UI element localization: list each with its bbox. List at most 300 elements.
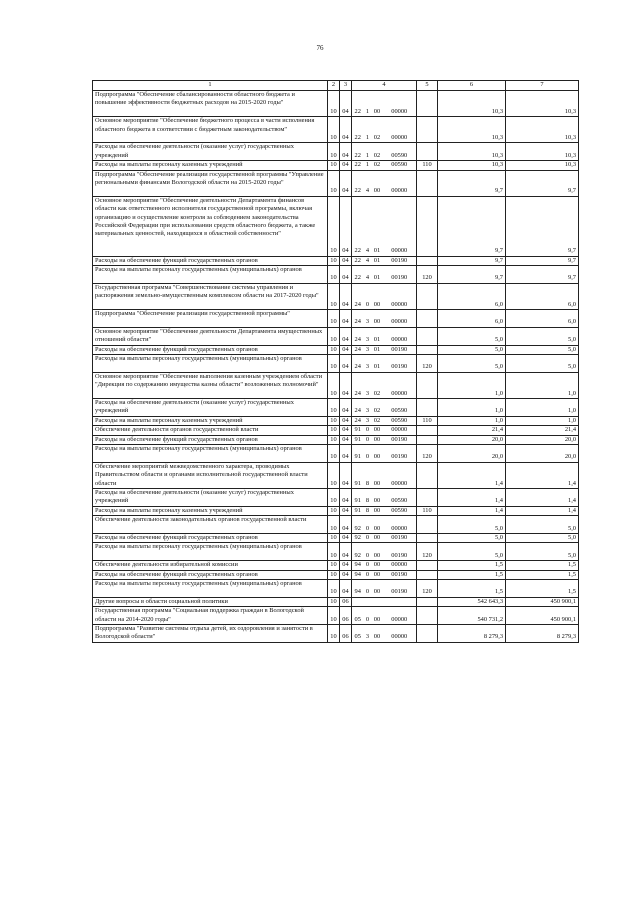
- row-value-cell: 5,0: [506, 534, 579, 543]
- row-value-cell: 120: [417, 354, 438, 372]
- row-value-cell: 0: [364, 543, 372, 561]
- row-value-cell: 00: [372, 506, 383, 515]
- row-value-cell: 00000: [383, 91, 417, 117]
- row-name-cell: Основное мероприятие "Обеспечение деятельности Департамента финансов области как ответственного исполнителя государственной программы, включая организацию и осуществление контроля за соблюдением законодательства Российской Федерации при использовании средств областного бюджета, а также материальных ценностей, находящихся в областной собственности": [93, 196, 328, 256]
- row-value-cell: 00: [372, 561, 383, 570]
- row-name-cell: Основное мероприятие "Обеспечение выполнения казенным учреждением области "Дирекция по содержанию имущества казны области" возложенных полномочий": [93, 372, 328, 398]
- row-name-cell: Другие вопросы в области социальной политики: [93, 597, 328, 606]
- row-value-cell: 5,0: [506, 327, 579, 345]
- row-value-cell: 5,0: [506, 516, 579, 534]
- row-value-cell: 5,0: [438, 516, 506, 534]
- row-value-cell: 3: [364, 372, 372, 398]
- row-name-cell: Подпрограмма "Развитие системы отдыха детей, их оздоровления и занятости в Вологодской области": [93, 625, 328, 643]
- row-value-cell: 04: [340, 416, 352, 425]
- row-value-cell: 22: [352, 265, 364, 283]
- row-value-cell: 10: [328, 372, 340, 398]
- row-value-cell: 01: [372, 196, 383, 256]
- row-value-cell: 9,7: [438, 265, 506, 283]
- row-name-cell: Расходы на выплаты персоналу государственных (муниципальных) органов: [93, 543, 328, 561]
- row-value-cell: 92: [352, 516, 364, 534]
- row-value-cell: 10: [328, 516, 340, 534]
- row-value-cell: 5,0: [506, 354, 579, 372]
- row-value-cell: 1,0: [438, 398, 506, 416]
- table-row: [93, 570, 579, 579]
- table-body: [93, 81, 579, 643]
- row-value-cell: 06: [340, 597, 352, 606]
- row-value-cell: 10: [328, 561, 340, 570]
- row-value-cell: 00: [372, 570, 383, 579]
- row-value-cell: 04: [340, 196, 352, 256]
- budget-table: [92, 80, 579, 643]
- row-value-cell: 04: [340, 117, 352, 143]
- row-value-cell: 00190: [383, 256, 417, 265]
- row-value-cell: 00590: [383, 143, 417, 161]
- row-value-cell: 110: [417, 416, 438, 425]
- table-row: [93, 435, 579, 444]
- row-value-cell: 91: [352, 489, 364, 507]
- table-row: [93, 345, 579, 354]
- row-value-cell: 00190: [383, 435, 417, 444]
- table-row: [93, 516, 579, 534]
- row-value-cell: 04: [340, 143, 352, 161]
- row-value-cell: 1: [364, 91, 372, 117]
- row-value-cell: 120: [417, 265, 438, 283]
- row-value-cell: 00000: [383, 327, 417, 345]
- row-value-cell: [417, 561, 438, 570]
- row-value-cell: 1,4: [506, 489, 579, 507]
- row-value-cell: 00000: [383, 607, 417, 625]
- row-name-cell: Расходы на обеспечение функций государственных органов: [93, 534, 328, 543]
- row-value-cell: 1,4: [438, 489, 506, 507]
- row-value-cell: 0: [364, 534, 372, 543]
- row-value-cell: 04: [340, 462, 352, 488]
- row-name-cell: Расходы на обеспечение деятельности (оказание услуг) государственных учреждений: [93, 398, 328, 416]
- row-value-cell: 9,7: [506, 265, 579, 283]
- table-row: [93, 416, 579, 425]
- row-value-cell: 450 900,1: [506, 607, 579, 625]
- row-value-cell: 24: [352, 345, 364, 354]
- row-value-cell: 22: [352, 170, 364, 196]
- row-value-cell: 00190: [383, 354, 417, 372]
- row-value-cell: [372, 597, 383, 606]
- row-value-cell: 3: [364, 416, 372, 425]
- row-value-cell: [417, 327, 438, 345]
- row-name-cell: Подпрограмма "Обеспечение сбалансированности областного бюджета и повышение эффективности бюджетных расходов на 2015-2020 годы": [93, 91, 328, 117]
- row-name-cell: Расходы на выплаты персоналу государственных (муниципальных) органов: [93, 580, 328, 598]
- header-cell: 3: [340, 81, 352, 91]
- row-value-cell: 00000: [383, 462, 417, 488]
- row-value-cell: 94: [352, 580, 364, 598]
- row-value-cell: 1,5: [438, 570, 506, 579]
- row-value-cell: 10: [328, 506, 340, 515]
- row-value-cell: 10: [328, 265, 340, 283]
- row-value-cell: 04: [340, 543, 352, 561]
- row-value-cell: 00: [372, 534, 383, 543]
- row-value-cell: 04: [340, 445, 352, 463]
- table-row: [93, 597, 579, 606]
- row-value-cell: 1,0: [438, 372, 506, 398]
- row-value-cell: 05: [352, 607, 364, 625]
- row-value-cell: 110: [417, 506, 438, 515]
- table-row: [93, 161, 579, 170]
- page-number: 76: [316, 44, 324, 52]
- row-value-cell: 10: [328, 435, 340, 444]
- row-value-cell: 00590: [383, 489, 417, 507]
- row-value-cell: [417, 597, 438, 606]
- row-value-cell: 0: [364, 426, 372, 435]
- row-name-cell: Обеспечение деятельности избирательной комиссии: [93, 561, 328, 570]
- table-row: [93, 561, 579, 570]
- table-row: [93, 265, 579, 283]
- row-value-cell: 04: [340, 265, 352, 283]
- row-value-cell: 4: [364, 196, 372, 256]
- row-value-cell: 00: [372, 91, 383, 117]
- row-value-cell: 91: [352, 462, 364, 488]
- row-value-cell: 9,7: [506, 196, 579, 256]
- row-name-cell: Расходы на выплаты персоналу казенных учреждений: [93, 506, 328, 515]
- row-value-cell: 10: [328, 543, 340, 561]
- row-value-cell: 10,3: [506, 161, 579, 170]
- row-value-cell: 10: [328, 161, 340, 170]
- row-value-cell: 10,3: [438, 161, 506, 170]
- row-value-cell: 10: [328, 309, 340, 327]
- row-value-cell: 5,0: [438, 345, 506, 354]
- header-row: [93, 81, 579, 91]
- row-value-cell: 92: [352, 543, 364, 561]
- row-value-cell: 1,0: [506, 372, 579, 398]
- row-value-cell: 8: [364, 462, 372, 488]
- row-value-cell: 04: [340, 170, 352, 196]
- row-name-cell: Расходы на выплаты персоналу казенных учреждений: [93, 161, 328, 170]
- row-name-cell: Обеспечение деятельности органов государственной власти: [93, 426, 328, 435]
- row-value-cell: 8: [364, 506, 372, 515]
- row-name-cell: Расходы на обеспечение деятельности (оказание услуг) государственных учреждений: [93, 143, 328, 161]
- row-value-cell: 4: [364, 265, 372, 283]
- row-value-cell: 00000: [383, 516, 417, 534]
- row-name-cell: Государственная программа "Социальная поддержка граждан в Вологодской области на 2014-2020 годы": [93, 607, 328, 625]
- row-value-cell: 0: [364, 570, 372, 579]
- row-value-cell: 06: [340, 607, 352, 625]
- row-name-cell: Расходы на обеспечение функций государственных органов: [93, 570, 328, 579]
- row-name-cell: Расходы на выплаты персоналу государственных (муниципальных) органов: [93, 265, 328, 283]
- row-value-cell: [417, 117, 438, 143]
- table-row: [93, 327, 579, 345]
- row-value-cell: 00: [372, 435, 383, 444]
- row-value-cell: 1,4: [506, 462, 579, 488]
- row-value-cell: 04: [340, 580, 352, 598]
- row-value-cell: 00190: [383, 543, 417, 561]
- row-value-cell: 00: [372, 580, 383, 598]
- row-value-cell: 5,0: [506, 543, 579, 561]
- table-row: [93, 580, 579, 598]
- row-name-cell: Подпрограмма "Обеспечение реализации государственной программы "Управление региональными финансами Вологодской области на 2015-2020 годы": [93, 170, 328, 196]
- row-value-cell: 10: [328, 143, 340, 161]
- row-value-cell: 00: [372, 309, 383, 327]
- row-value-cell: 10: [328, 117, 340, 143]
- row-name-cell: Расходы на выплаты персоналу государственных (муниципальных) органов: [93, 354, 328, 372]
- table-row: [93, 534, 579, 543]
- row-value-cell: 00: [372, 445, 383, 463]
- row-value-cell: 540 731,2: [438, 607, 506, 625]
- row-value-cell: 00590: [383, 506, 417, 515]
- row-value-cell: 1,5: [438, 561, 506, 570]
- row-value-cell: [417, 625, 438, 643]
- row-value-cell: 1,5: [506, 580, 579, 598]
- row-value-cell: [417, 309, 438, 327]
- row-value-cell: 3: [364, 398, 372, 416]
- row-value-cell: 20,0: [438, 435, 506, 444]
- row-name-cell: Государственная программа "Совершенствование системы управления и распоряжения земельно-имущественным комплексом области на 2017-2020 годы": [93, 283, 328, 309]
- row-value-cell: 01: [372, 265, 383, 283]
- row-value-cell: 21,4: [506, 426, 579, 435]
- row-value-cell: 4: [364, 170, 372, 196]
- row-value-cell: 0: [364, 607, 372, 625]
- row-value-cell: 24: [352, 309, 364, 327]
- row-value-cell: 00000: [383, 170, 417, 196]
- row-value-cell: 04: [340, 354, 352, 372]
- row-value-cell: 450 900,1: [506, 597, 579, 606]
- row-value-cell: 1,0: [438, 416, 506, 425]
- row-value-cell: 21,4: [438, 426, 506, 435]
- row-value-cell: 3: [364, 327, 372, 345]
- row-value-cell: 22: [352, 161, 364, 170]
- row-value-cell: 05: [352, 625, 364, 643]
- row-value-cell: 01: [372, 354, 383, 372]
- row-value-cell: 00190: [383, 265, 417, 283]
- row-value-cell: 9,7: [438, 196, 506, 256]
- table-row: [93, 372, 579, 398]
- row-value-cell: [352, 597, 364, 606]
- row-value-cell: 0: [364, 283, 372, 309]
- row-value-cell: 10: [328, 426, 340, 435]
- row-value-cell: 120: [417, 445, 438, 463]
- row-value-cell: 01: [372, 256, 383, 265]
- row-value-cell: 00: [372, 489, 383, 507]
- row-value-cell: [383, 597, 417, 606]
- row-value-cell: 22: [352, 143, 364, 161]
- row-value-cell: 04: [340, 309, 352, 327]
- row-value-cell: 3: [364, 345, 372, 354]
- row-name-cell: Расходы на обеспечение функций государственных органов: [93, 345, 328, 354]
- row-value-cell: 24: [352, 283, 364, 309]
- row-value-cell: 1,4: [438, 506, 506, 515]
- row-value-cell: 10,3: [438, 91, 506, 117]
- row-value-cell: 04: [340, 91, 352, 117]
- row-value-cell: 10: [328, 283, 340, 309]
- row-value-cell: 10: [328, 625, 340, 643]
- row-value-cell: 5,0: [438, 534, 506, 543]
- row-value-cell: 00000: [383, 196, 417, 256]
- row-value-cell: 00: [372, 607, 383, 625]
- row-value-cell: 04: [340, 398, 352, 416]
- row-value-cell: 04: [340, 161, 352, 170]
- row-value-cell: 10: [328, 398, 340, 416]
- row-value-cell: 24: [352, 398, 364, 416]
- header-cell: 7: [506, 81, 579, 91]
- row-value-cell: 00190: [383, 570, 417, 579]
- row-value-cell: 24: [352, 416, 364, 425]
- row-value-cell: [417, 607, 438, 625]
- row-value-cell: 06: [340, 625, 352, 643]
- row-value-cell: 0: [364, 561, 372, 570]
- row-value-cell: 20,0: [438, 445, 506, 463]
- row-value-cell: [417, 196, 438, 256]
- header-cell: 5: [417, 81, 438, 91]
- row-value-cell: 24: [352, 354, 364, 372]
- row-value-cell: 04: [340, 506, 352, 515]
- row-value-cell: 1,4: [438, 462, 506, 488]
- row-value-cell: 5,0: [438, 354, 506, 372]
- table-row: [93, 170, 579, 196]
- row-value-cell: 1,0: [506, 398, 579, 416]
- row-value-cell: 0: [364, 445, 372, 463]
- row-value-cell: 6,0: [506, 309, 579, 327]
- row-value-cell: 120: [417, 580, 438, 598]
- row-value-cell: 94: [352, 570, 364, 579]
- table-row: [93, 625, 579, 643]
- row-value-cell: 00: [372, 283, 383, 309]
- row-value-cell: 20,0: [506, 445, 579, 463]
- row-value-cell: 91: [352, 435, 364, 444]
- row-name-cell: Обеспечение мероприятий межведомственного характера, проводимых Правительством области и органами исполнительной государственной власти области: [93, 462, 328, 488]
- row-value-cell: 20,0: [506, 435, 579, 444]
- row-value-cell: 5,0: [438, 543, 506, 561]
- row-value-cell: 10: [328, 327, 340, 345]
- row-value-cell: 10,3: [506, 91, 579, 117]
- row-value-cell: 5,0: [506, 345, 579, 354]
- row-value-cell: 3: [364, 309, 372, 327]
- row-value-cell: 94: [352, 561, 364, 570]
- table-row: [93, 445, 579, 463]
- row-value-cell: 04: [340, 283, 352, 309]
- row-value-cell: 00: [372, 462, 383, 488]
- row-value-cell: [417, 398, 438, 416]
- row-value-cell: 04: [340, 426, 352, 435]
- header-cell: 1: [93, 81, 328, 91]
- row-value-cell: 91: [352, 426, 364, 435]
- table-row: [93, 426, 579, 435]
- row-value-cell: 00000: [383, 283, 417, 309]
- table-row: [93, 506, 579, 515]
- table-row: [93, 283, 579, 309]
- table-row: [93, 607, 579, 625]
- table-row: [93, 398, 579, 416]
- row-value-cell: 10: [328, 345, 340, 354]
- row-name-cell: Основное мероприятие "Обеспечение деятельности Департамента имущественных отношений области": [93, 327, 328, 345]
- row-value-cell: 04: [340, 561, 352, 570]
- row-value-cell: 00590: [383, 416, 417, 425]
- row-value-cell: [417, 462, 438, 488]
- row-value-cell: 10: [328, 256, 340, 265]
- table-row: [93, 309, 579, 327]
- row-name-cell: Расходы на обеспечение функций государственных органов: [93, 435, 328, 444]
- row-value-cell: 10: [328, 91, 340, 117]
- row-value-cell: 3: [364, 354, 372, 372]
- row-value-cell: 24: [352, 327, 364, 345]
- row-value-cell: 04: [340, 570, 352, 579]
- row-value-cell: 00: [372, 543, 383, 561]
- row-value-cell: [417, 143, 438, 161]
- row-value-cell: 1,5: [506, 561, 579, 570]
- row-value-cell: 1,0: [506, 416, 579, 425]
- row-value-cell: 91: [352, 506, 364, 515]
- row-value-cell: 22: [352, 117, 364, 143]
- row-value-cell: [417, 256, 438, 265]
- table-row: [93, 91, 579, 117]
- table-row: [93, 117, 579, 143]
- row-value-cell: 00000: [383, 561, 417, 570]
- row-value-cell: 22: [352, 256, 364, 265]
- row-value-cell: 10: [328, 445, 340, 463]
- row-value-cell: 00: [372, 625, 383, 643]
- row-value-cell: 0: [364, 435, 372, 444]
- row-value-cell: 6,0: [438, 309, 506, 327]
- row-value-cell: 04: [340, 256, 352, 265]
- row-value-cell: 02: [372, 398, 383, 416]
- table-row: [93, 543, 579, 561]
- row-value-cell: 00190: [383, 580, 417, 598]
- row-value-cell: 04: [340, 345, 352, 354]
- row-value-cell: 00000: [383, 426, 417, 435]
- row-value-cell: 00000: [383, 117, 417, 143]
- row-name-cell: Расходы на выплаты персоналу казенных учреждений: [93, 416, 328, 425]
- row-value-cell: 4: [364, 256, 372, 265]
- row-value-cell: 542 643,3: [438, 597, 506, 606]
- row-value-cell: 0: [364, 580, 372, 598]
- row-value-cell: 9,7: [506, 256, 579, 265]
- row-value-cell: 10: [328, 597, 340, 606]
- row-value-cell: 10: [328, 534, 340, 543]
- row-value-cell: 3: [364, 625, 372, 643]
- row-value-cell: 91: [352, 445, 364, 463]
- row-value-cell: 10,3: [506, 117, 579, 143]
- row-value-cell: 10: [328, 170, 340, 196]
- row-name-cell: Расходы на обеспечение деятельности (оказание услуг) государственных учреждений: [93, 489, 328, 507]
- row-value-cell: 00: [372, 426, 383, 435]
- row-value-cell: [417, 516, 438, 534]
- header-cell: 4: [352, 81, 417, 91]
- row-value-cell: 10: [328, 489, 340, 507]
- row-value-cell: 22: [352, 196, 364, 256]
- row-value-cell: 00590: [383, 398, 417, 416]
- row-value-cell: [417, 91, 438, 117]
- header-cell: 6: [438, 81, 506, 91]
- row-value-cell: 5,0: [438, 327, 506, 345]
- row-value-cell: 9,7: [438, 170, 506, 196]
- row-value-cell: 01: [372, 327, 383, 345]
- row-value-cell: 110: [417, 161, 438, 170]
- row-value-cell: 1,5: [438, 580, 506, 598]
- row-value-cell: 00: [372, 516, 383, 534]
- row-value-cell: 04: [340, 516, 352, 534]
- row-value-cell: [417, 283, 438, 309]
- row-value-cell: 04: [340, 435, 352, 444]
- row-value-cell: 6,0: [506, 283, 579, 309]
- row-value-cell: 10: [328, 354, 340, 372]
- row-name-cell: Основное мероприятие "Обеспечение бюджетного процесса в части исполнения областного бюджета в соответствии с бюджетным законодательством": [93, 117, 328, 143]
- row-value-cell: 24: [352, 372, 364, 398]
- table-row: [93, 143, 579, 161]
- row-name-cell: Обеспечение деятельности законодательных органов государственной власти: [93, 516, 328, 534]
- row-value-cell: 00590: [383, 161, 417, 170]
- row-value-cell: 02: [372, 416, 383, 425]
- row-value-cell: 10,3: [506, 143, 579, 161]
- row-value-cell: [417, 534, 438, 543]
- row-value-cell: [417, 372, 438, 398]
- row-value-cell: 8 279,3: [438, 625, 506, 643]
- row-value-cell: 10: [328, 580, 340, 598]
- row-value-cell: [417, 435, 438, 444]
